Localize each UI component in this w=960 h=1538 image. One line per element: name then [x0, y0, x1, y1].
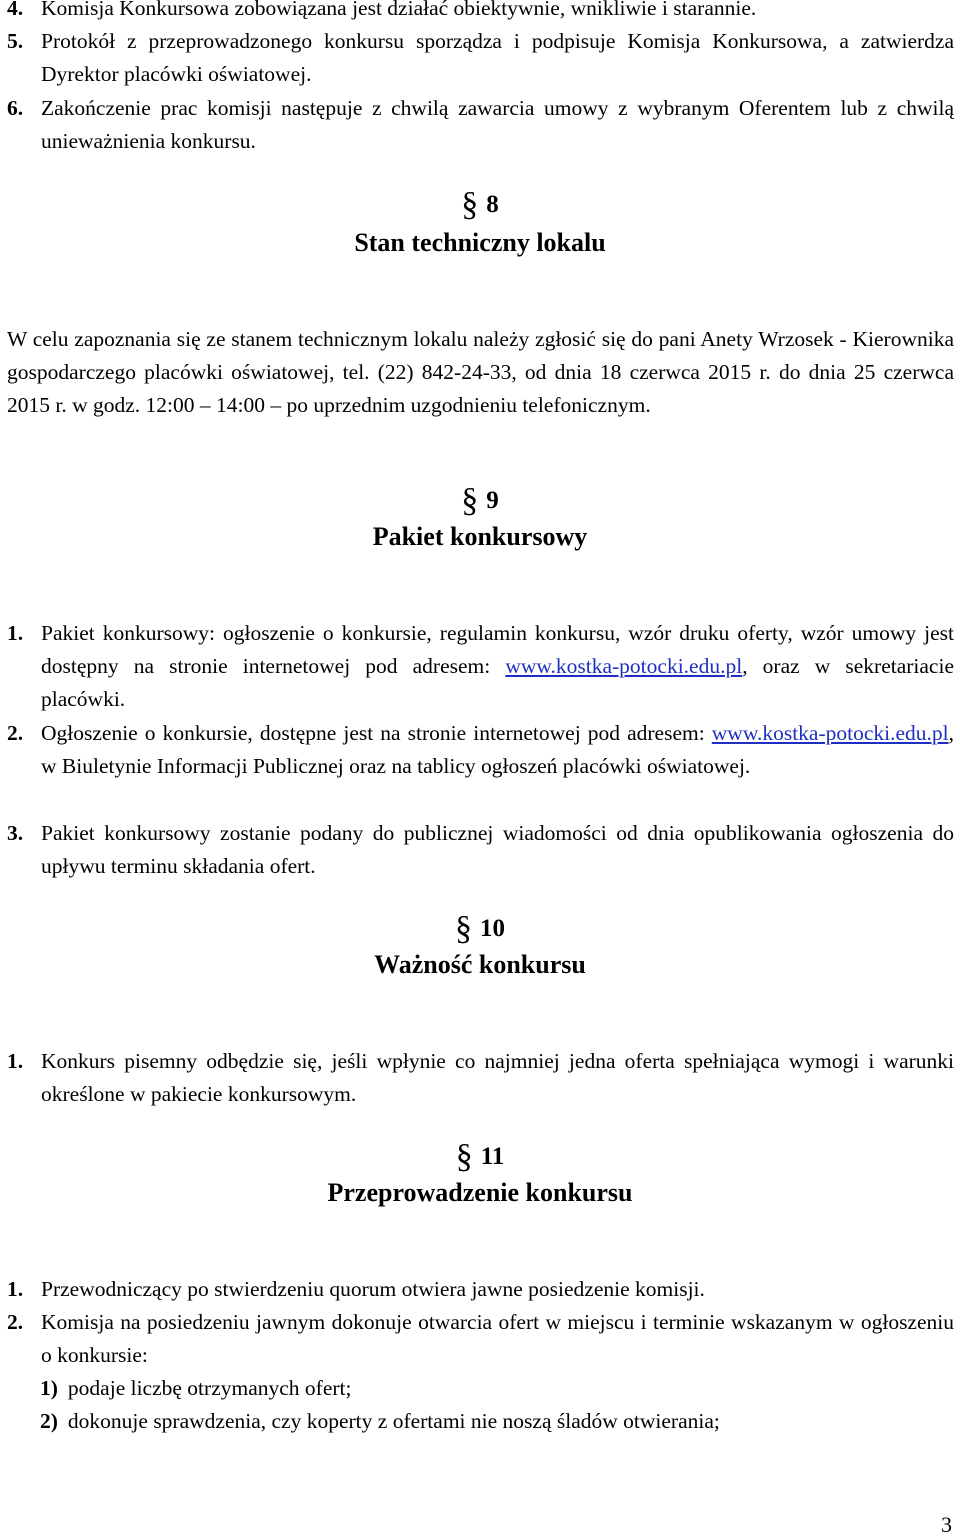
- sub-item-text: podaje liczbę otrzymanych ofert;: [67, 1376, 352, 1400]
- sub-list-item: [40, 1405, 954, 1438]
- section-symbol: §: [461, 482, 479, 519]
- item-number: 5.: [7, 29, 24, 53]
- page-number: 3: [941, 1512, 952, 1537]
- item-number: 1.: [7, 1049, 24, 1073]
- item-number: 6.: [7, 96, 24, 120]
- section-symbol: §: [455, 910, 472, 947]
- section-heading-number: [0, 910, 960, 948]
- list-item: [7, 1306, 954, 1372]
- sub-item-number: 1): [40, 1376, 58, 1400]
- list-item: [7, 617, 954, 716]
- section-title: Pakiet konkursowy: [372, 522, 588, 551]
- text-segment: , oraz w sekretariacie placówki.: [41, 654, 954, 711]
- sub-item-number: 2): [40, 1409, 58, 1433]
- section-heading-number: [0, 1138, 960, 1176]
- item-text: Zakończenie prac komisji następuje z chwilą zawarcia umowy z wybranym Oferentem lub z chwilą unieważnienia konkursu.: [41, 96, 954, 153]
- item-number: 3.: [7, 821, 24, 845]
- section-title: Stan techniczny lokalu: [354, 228, 606, 257]
- section-number: 8: [486, 191, 499, 218]
- item-text: Komisja Konkursowa zobowiązana jest działać obiektywnie, wnikliwie i starannie.: [41, 0, 757, 20]
- section-heading-number: [0, 186, 960, 224]
- website-link[interactable]: www.kostka-potocki.edu.pl: [711, 721, 949, 745]
- section-number: 9: [486, 487, 499, 514]
- section-number: 10: [480, 915, 505, 942]
- list-item: [7, 817, 954, 883]
- sub-list-item: [40, 1372, 954, 1405]
- item-text: Przewodniczący po stwierdzeniu quorum otwiera jawne posiedzenie komisji.: [41, 1277, 705, 1301]
- list-item: [7, 1045, 954, 1111]
- section-symbol: §: [455, 1138, 473, 1175]
- text-segment: Pakiet konkursowy: ogłoszenie o konkursie, regulamin konkursu, wzór druku oferty, wzór umowy jest dostępny na stronie internetowej pod adresem:: [41, 621, 954, 678]
- item-text: Konkurs pisemny odbędzie się, jeśli wpłynie co najmniej jedna oferta spełniająca wymogi i warunki określone w pakiecie konkursowym.: [41, 1049, 954, 1106]
- website-link[interactable]: www.kostka-potocki.edu.pl: [505, 654, 743, 678]
- item-text: Protokół z przeprowadzonego konkursu sporządza i podpisuje Komisja Konkursowa, a zatwierdza Dyrektor placówki oświatowej.: [41, 29, 954, 86]
- item-text: [41, 617, 954, 716]
- list-item: [7, 92, 954, 158]
- text-segment: Ogłoszenie o konkursie, dostępne jest na stronie internetowej pod adresem:: [41, 721, 712, 745]
- section-title: Przeprowadzenie konkursu: [327, 1178, 633, 1207]
- list-item: [7, 0, 954, 25]
- item-text: Komisja na posiedzeniu jawnym dokonuje otwarcia ofert w miejscu i terminie wskazanym w ogłoszeniu o konkursie:: [41, 1310, 954, 1367]
- list-item: [7, 25, 954, 91]
- paragraph: W celu zapoznania się ze stanem technicznym lokalu należy zgłosić się do pani Anety Wrzosek - Kierownika gospodarczego placówki oświatowej, tel. (22) 842-24-33, od dnia 18 czerwca 2015 r. do dnia 25 czerwca 2015 r. w godz. 12:00 – 14:00 – po uprzednim uzgodnieniu telefonicznym.: [7, 327, 954, 417]
- section-title: Ważność konkursu: [374, 950, 586, 979]
- sub-item-text: dokonuje sprawdzenia, czy koperty z ofertami nie noszą śladów otwierania;: [67, 1409, 720, 1433]
- list-item: [7, 1273, 954, 1306]
- item-number: 1.: [7, 621, 24, 645]
- item-number: 2.: [7, 1310, 24, 1334]
- item-text: Pakiet konkursowy zostanie podany do publicznej wiadomości od dnia opublikowania ogłoszenia do upływu terminu składania ofert.: [41, 821, 954, 878]
- item-text: [41, 717, 954, 783]
- list-item: [7, 717, 954, 783]
- item-number: 1.: [7, 1277, 24, 1301]
- item-number: 4.: [7, 0, 24, 20]
- text-segment: , w Biuletynie Informacji Publicznej oraz na tablicy ogłoszeń placówki oświatowej.: [41, 721, 954, 778]
- item-number: 2.: [7, 721, 24, 745]
- section-heading-number: [0, 482, 960, 520]
- section-number: 11: [480, 1143, 505, 1170]
- section-symbol: §: [461, 186, 479, 223]
